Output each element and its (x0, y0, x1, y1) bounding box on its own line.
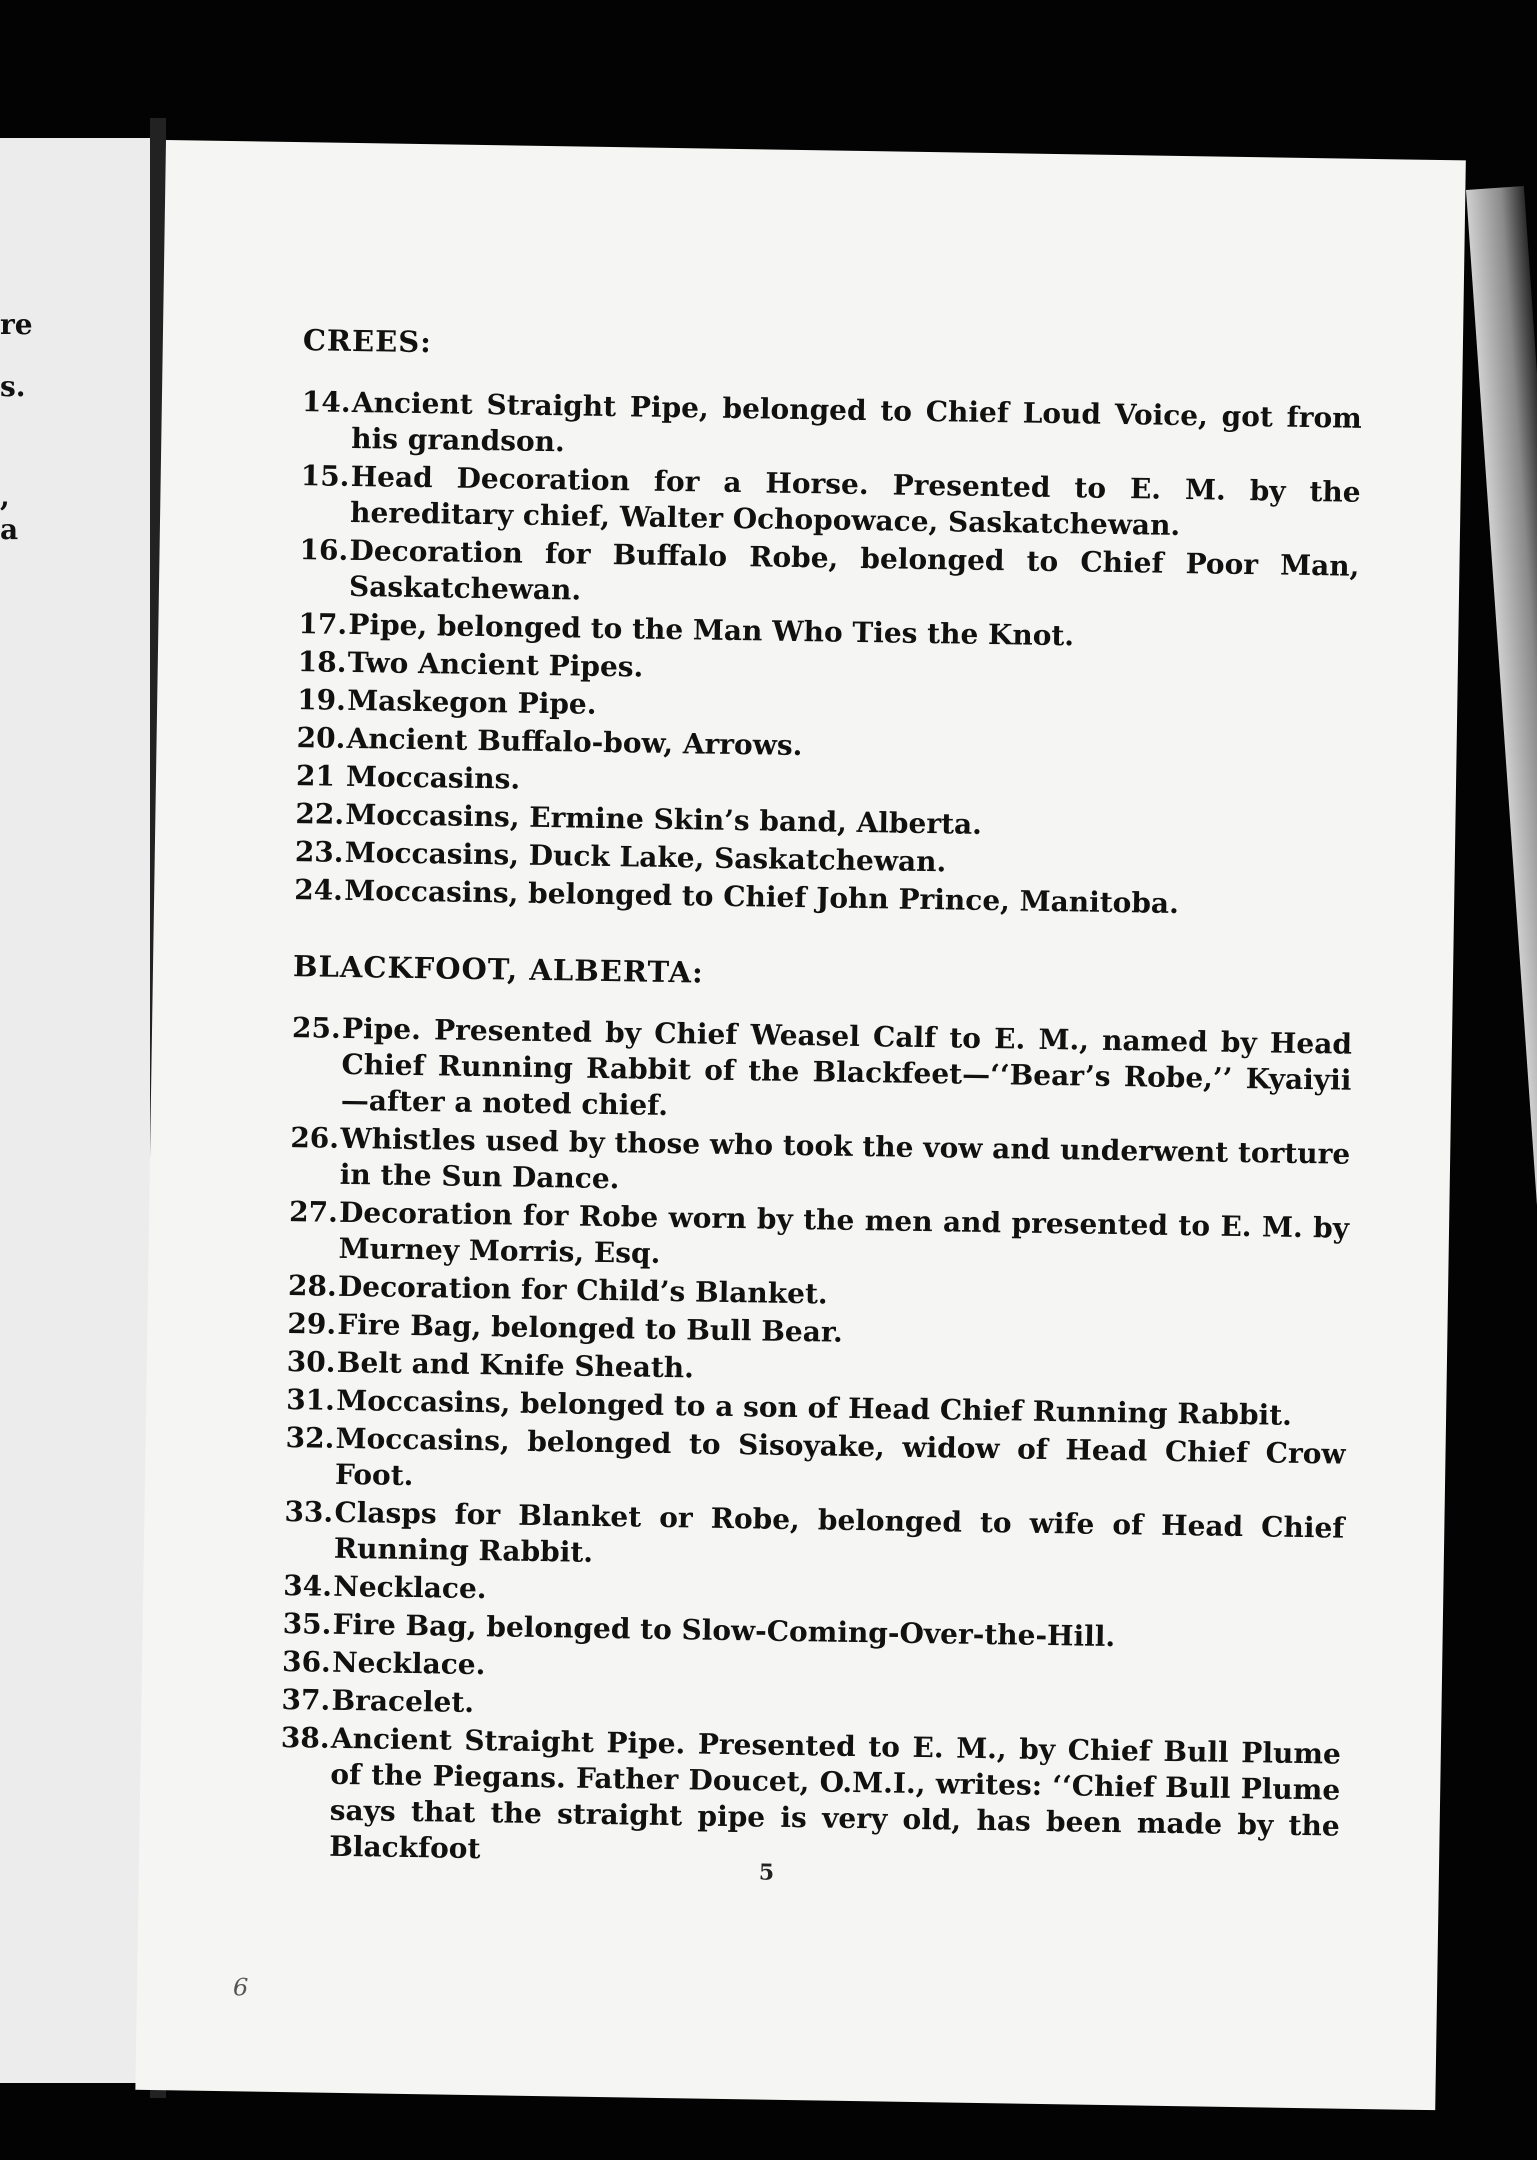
item-number: 23. (294, 835, 344, 869)
item-description: Belt and Knife Sheath. (336, 1345, 695, 1385)
pencil-mark: 6 (232, 1973, 249, 2002)
item-number: 26. (290, 1121, 340, 1155)
item-number: 33. (284, 1495, 334, 1529)
item-description: Necklace. (331, 1645, 486, 1682)
item-description: Decoration for Buffalo Robe, belonged to Chief Poor Man, Saskatchewan. (348, 533, 1360, 607)
page-edge (1466, 186, 1537, 2105)
item-number: 24. (293, 873, 344, 907)
right-page (135, 140, 1465, 2110)
catalog-list-blackfoot (279, 1010, 1352, 1881)
section-heading-blackfoot: BLACKFOOT, ALBERTA: (292, 949, 704, 990)
left-page-text-fragment: s. (0, 370, 26, 403)
item-number: 20. (296, 721, 346, 755)
item-description: Pipe. Presented by Chief Weasel Calf to E. M., named by Head Chief Running Rabbit of the Blackfeet—‘‘Bear’s Robe,’’ Kyaiyii—after a noted chief. (340, 1011, 1353, 1123)
item-description: Head Decoration for a Horse. Presented to E. M. by the hereditary chief, Walter Ochopowace, Saskatchewan. (349, 459, 1361, 542)
item-number: 18. (297, 645, 347, 679)
catalog-list-crees (294, 384, 1362, 925)
item-number: 25. (291, 1011, 342, 1045)
item-description: Moccasins, Ermine Skin’s band, Alberta. (345, 797, 983, 841)
item-number: 14. (301, 385, 351, 419)
item-description: Bracelet. (331, 1683, 475, 1720)
catalog-item (279, 1720, 1341, 1881)
item-number: 34. (283, 1569, 333, 1603)
item-number: 16. (299, 533, 349, 567)
item-description: Clasps for Blanket or Robe, belonged to wife of Head Chief Running Rabbit. (333, 1495, 1345, 1569)
item-number: 29. (287, 1307, 337, 1341)
catalog-item (299, 532, 1360, 621)
item-number: 22. (295, 797, 345, 831)
item-number: 32. (285, 1421, 335, 1455)
item-description: Ancient Buffalo-bow, Arrows. (346, 721, 803, 763)
item-description: Two Ancient Pipes. (347, 645, 644, 684)
item-description: Decoration for Child’s Blanket. (337, 1269, 828, 1311)
item-description: Fire Bag, belonged to Slow-Coming-Over-the-Hill. (332, 1607, 1116, 1654)
catalog-item (285, 1420, 1346, 1509)
item-number: 35. (282, 1607, 332, 1641)
item-number: 21 (295, 759, 336, 793)
item-number: 17. (298, 607, 348, 641)
item-description: Moccasins, belonged to Chief John Prince, Manitoba. (343, 873, 1180, 921)
catalog-item (288, 1194, 1349, 1283)
item-description: Pipe, belonged to the Man Who Ties the Knot. (348, 607, 1075, 653)
item-number: 36. (281, 1645, 332, 1679)
catalog-item (289, 1120, 1350, 1209)
catalog-item (301, 384, 1362, 473)
item-description: Maskegon Pipe. (346, 683, 597, 721)
item-description: Decoration for Robe worn by the men and presented to E. M. by Murney Morris, Esq. (338, 1195, 1350, 1270)
item-number: 37. (281, 1683, 331, 1717)
left-page-text-fragment: , (0, 480, 10, 513)
item-description: Ancient Straight Pipe. Presented to E. M., by Chief Bull Plume of the Piegans. Father Doucet, O.M.I., writes: ‘‘Chief Bull Plume says that the straight pipe is very old, has been made by the Blackfoot (328, 1721, 1342, 1866)
item-description: Necklace. (333, 1569, 487, 1606)
catalog-item (300, 458, 1361, 547)
page-content (279, 322, 1363, 1882)
item-number: 28. (287, 1269, 337, 1303)
item-number: 38. (280, 1721, 330, 1755)
item-description: Moccasins. (345, 759, 521, 796)
left-page (0, 138, 150, 2083)
left-page-text-fragment: re (0, 308, 33, 341)
item-description: Ancient Straight Pipe, belonged to Chief Loud Voice, got from his grandson. (351, 385, 1363, 459)
item-description: Moccasins, belonged to a son of Head Chief Running Rabbit. (335, 1383, 1293, 1432)
item-number: 19. (296, 683, 347, 717)
catalog-item (291, 1010, 1353, 1135)
item-description: Whistles used by those who took the vow and underwent torture in the Sun Dance. (339, 1121, 1351, 1196)
item-number: 31. (285, 1383, 336, 1417)
page-number: 5 (758, 1859, 775, 1886)
item-description: Moccasins, Duck Lake, Saskatchewan. (344, 835, 947, 879)
left-page-text-fragment: a (0, 513, 19, 546)
item-number: 15. (300, 459, 350, 493)
item-number: 27. (288, 1195, 339, 1229)
item-description: Fire Bag, belonged to Bull Bear. (337, 1307, 844, 1349)
catalog-item (284, 1494, 1345, 1583)
section-heading-crees: CREES: (302, 323, 433, 360)
item-number: 30. (286, 1345, 336, 1379)
item-description: Moccasins, belonged to Sisoyake, widow of Head Chief Crow Foot. (334, 1421, 1346, 1493)
